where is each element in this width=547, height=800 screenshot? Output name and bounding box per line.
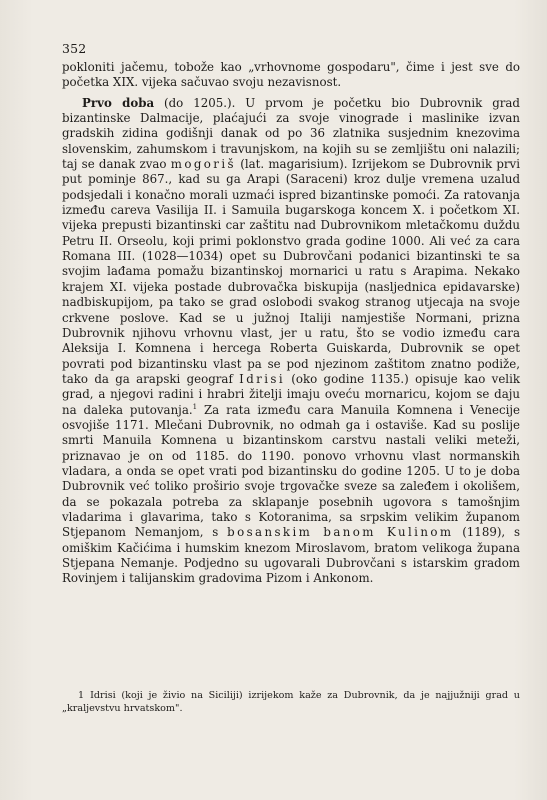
continued-paragraph	[62, 60, 520, 91]
continued-text: pokloniti jačemu, tobože kao „vrhovnome gospodaru", čime i jest sve do početka XIX. vijeka sačuvao svoju nezavisnost.	[62, 60, 520, 90]
footnote-reference[interactable]: 1	[192, 402, 198, 411]
footnote-marker: 1	[78, 690, 85, 701]
name-ban-kulin: bosanskim banom Kulinom	[227, 525, 454, 540]
paragraph-text-part-2: (lat. magarisium). Izrijekom se Dubrovnik prvi put pominje 867., kad su ga Arapi (Saraceni) kroz dulje vremena uzalud podsjedali i konačno morali uzmaći ispred bizantinske pomoći. Za ratovanja između careva Vasilija II. i Samuila bugarskoga koncem X. i početkom XI. vijeka prepusti bizantinski car zaštitu nad Dubrovnikom mletačkomu duždu Petru II. Orseolu, koji primi poklonstvo grada godine 1000. Ali već za cara Romana III. (1028—1034) opet su Dubrovčani podanici bizantinski te sa svojim lađama pomažu bizantinskoj mornarici u ratu s Arapima. Nekako krajem XI. vijeka postade dubrovačka biskupija (nasljednica epidavarske) nadbiskupijom, pa tako se grad oslobodi svakog stranog utjecaja na svoje crkvene poslove. Kad se u južnoj Italiji namjestiše Normani, prizna Dubrovnik njihovu vrhovnu vlast, jer u ratu, što se vodio između cara Aleksija I. Komnena i hercega Roberta Guiskarda, Dubrovnik se opet povrati pod bizantinsku vlast pa se pod njezinom zaštitom znatno podiže, tako da ga arapski geograf	[62, 157, 520, 386]
section-heading-range: (do 1205.).	[164, 95, 236, 110]
paragraph-text-part-5: (1189), s omiškim Kačićima i humskim knezom Miroslavom, bratom velikoga župana Stjepana Nemanje. Podjedno su ugovarali Dubrovčani s istarskim gradom Rovinjem i talijanskim gradovima Pizom i Ankonom.	[62, 525, 521, 586]
section-paragraph	[62, 96, 520, 587]
name-idrisi: Idrisi	[239, 371, 285, 386]
paragraph-text-part-1: U prvom je početku bio Dubrovnik grad bizantinske Dalmacije, plaćajući za svoje vinograde i maslinike izvan gradskih zidina godišnji danak od po 36 zlatnika susjednim knezovima slovenskim, zahumskom i travunjskom, na kojih su se zemljištu oni nalazili; taj se danak zvao	[62, 95, 520, 172]
paragraph-text-part-3: (oko godine 1135.) opisuje kao velik grad, a njegovi radini i hrabri žitelji imaju oveću mornaricu, kojom se daju na daleka putovanja.	[62, 371, 521, 417]
footnote	[62, 689, 520, 715]
body-text	[62, 60, 520, 587]
paragraph-text-part-4: Za rata između cara Manuila Komnena i Venecije osvojiše 1171. Mlečani Dubrovnik, no odmah ga i ostaviše. Kad su poslije smrti Manuila Komnena u bizantinskom carstvu nastali veliki meteži, priznavao je on od 1185. do 1190. ponovo vrhovnu vlast normanskih vladara, a onda se opet vrati pod bizantinsku do godine 1205. U to je doba Dubrovnik već toliko proširio svoje trgovačke sveze sa zaleđem i okolišem, da se pokazala potreba za sklapanje posebnih ugovora s tamošnjim vladarima i glavarima, tako s Kotoranima, sa srpskim velikim županom Stjepanom Nemanjom, s	[62, 402, 521, 540]
section-heading: Prvo doba	[82, 95, 155, 110]
term-mogoris: mogoriš	[170, 157, 236, 172]
footnote-text: Idrisi (koji je živio na Siciliji) izrijekom kaže za Dubrovnik, da je najjužniji grad u „kraljevstvu hrvatskom".	[62, 690, 520, 714]
page-number: 352	[62, 41, 87, 56]
